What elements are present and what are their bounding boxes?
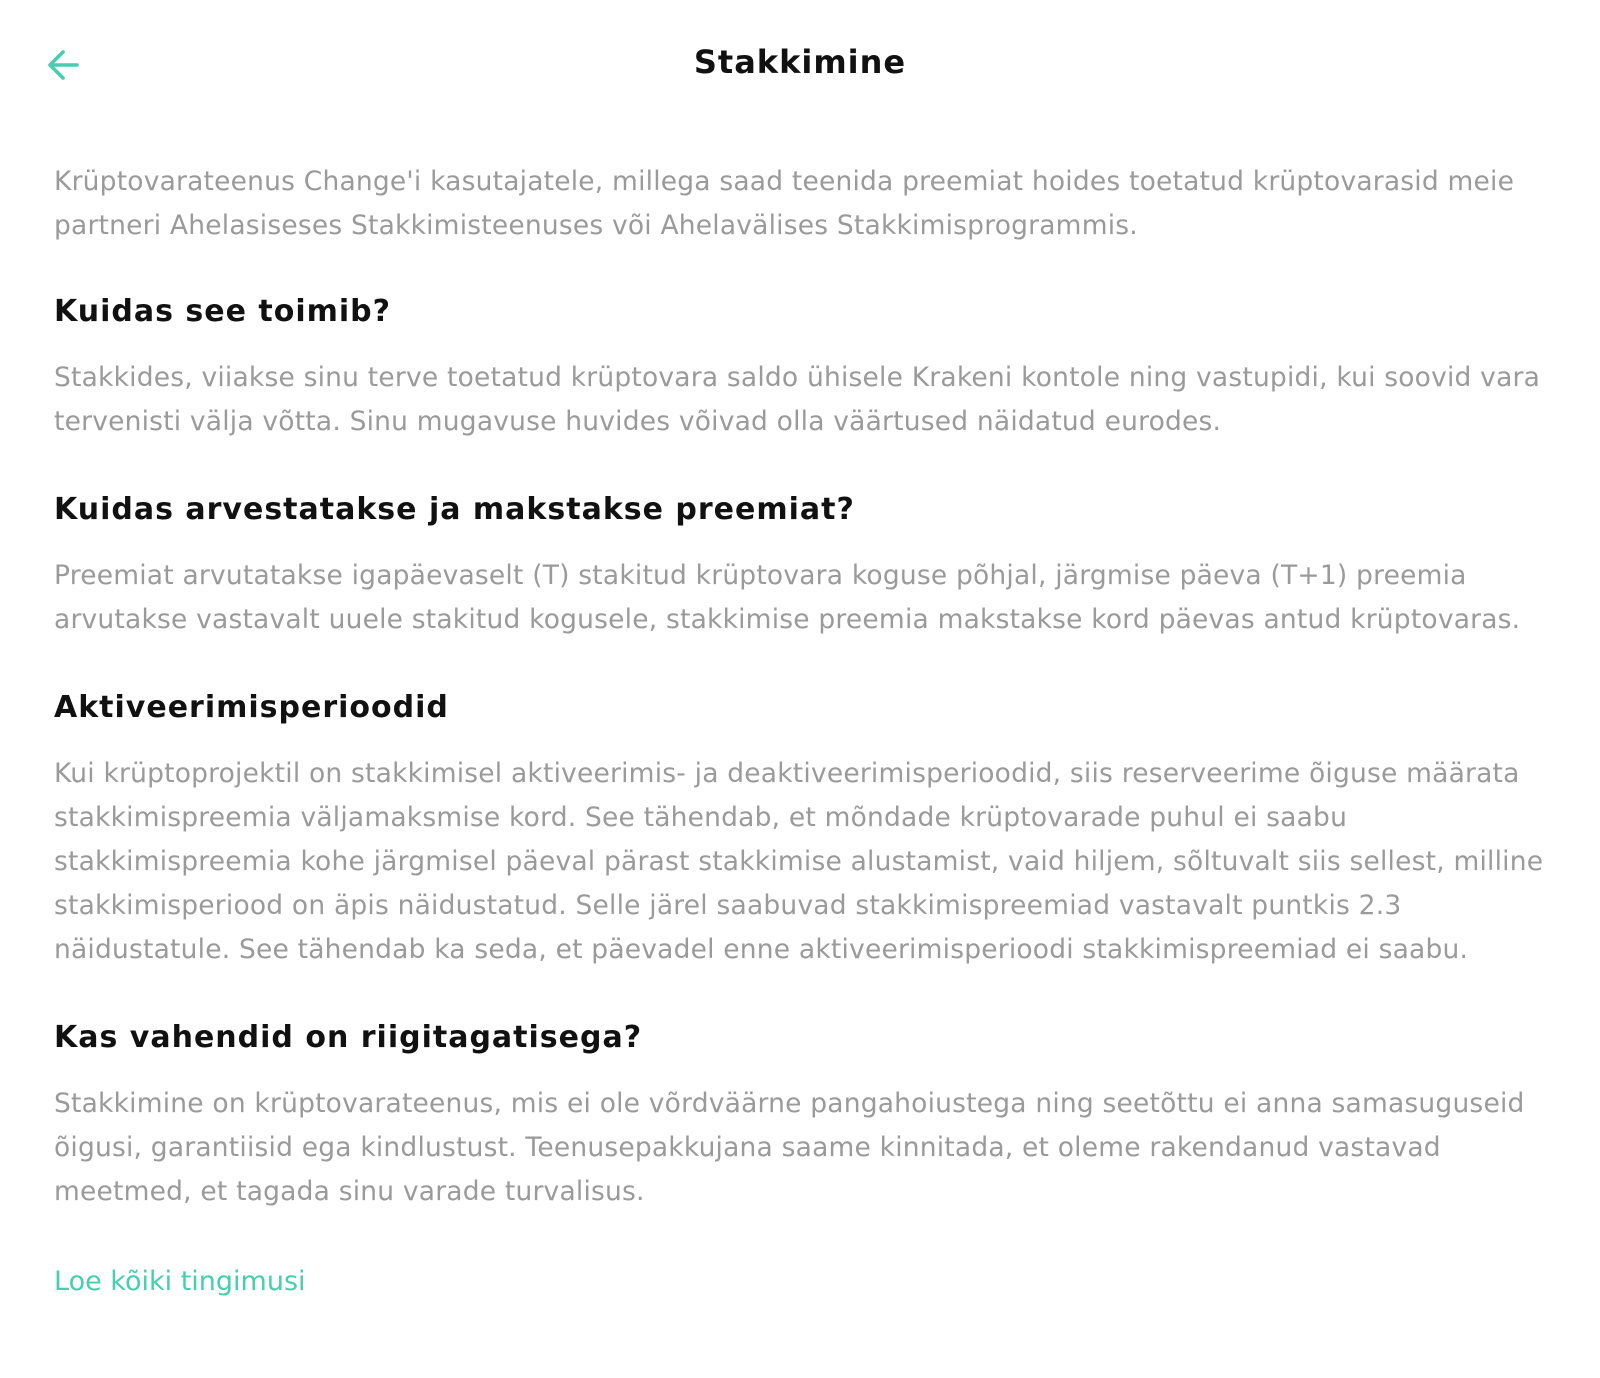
- section-body-activation-periods: Kui krüptoprojektil on stakkimisel aktiveerimis- ja deaktiveerimisperioodid, siis reserveerime õiguse määrata stakkimispreemia väljamaksmise kord. See tähendab, et mõndade krüptovarade puhul ei saabu stakkimispreemia kohe järgmisel päeval pärast stakkimise alustamist, vaid hiljem, sõltuvalt siis sellest, milline stakkimisperiood on äpis näidustatud. Selle järel saabuvad stakkimispreemiad vastavalt puntkis 2.3 näidustatule. See tähendab ka seda, et päevadel enne aktiveerimisperioodi stakkimispreemiad ei saabu.: [54, 758, 1544, 965]
- section-heading-state-guarantee: Kas vahendid on riigitagatisega?: [54, 1020, 643, 1055]
- header-bar: [0, 0, 1600, 130]
- section-body-rewards: Preemiat arvutatakse igapäevaselt (T) stakitud krüptovara koguse põhjal, järgmise päeva (T+1) preemia arvutakse vastavalt uuele stakitud kogusele, stakkimise preemia makstakse kord päevas antud krüptovaras.: [54, 560, 1521, 635]
- section-heading-activation-periods: Aktiveerimisperioodid: [54, 690, 449, 725]
- section-body-how-it-works: Stakkides, viiakse sinu terve toetatud krüptovara saldo ühisele Krakeni kontole ning vastupidi, kui soovid vara tervenisti välja võtta. Sinu mugavuse huvides võivad olla väärtused näidatud eurodes.: [54, 362, 1541, 437]
- section-heading-how-it-works: Kuidas see toimib?: [54, 294, 392, 329]
- section-heading-rewards: Kuidas arvestatakse ja makstakse preemiat?: [54, 492, 855, 527]
- read-all-terms-link[interactable]: Loe kõiki tingimusi: [54, 1266, 306, 1297]
- intro-paragraph: Krüptovarateenus Change'i kasutajatele, millega saad teenida preemiat hoides toetatud krüptovarasid meie partneri Ahelasiseses Stakkimisteenuses või Ahelavälises Stakkimisprogrammis.: [54, 166, 1515, 241]
- staking-info-content: [54, 160, 1554, 1302]
- page-title: Stakkimine: [693, 43, 907, 81]
- section-body-state-guarantee: Stakkimine on krüptovarateenus, mis ei ole võrdväärne pangahoiustega ning seetõttu ei anna samasuguseid õigusi, garantiisid ega kindlustust. Teenusepakkujana saame kinnitada, et oleme rakendanud vastavad meetmed, et tagada sinu varade turvalisus.: [54, 1088, 1525, 1207]
